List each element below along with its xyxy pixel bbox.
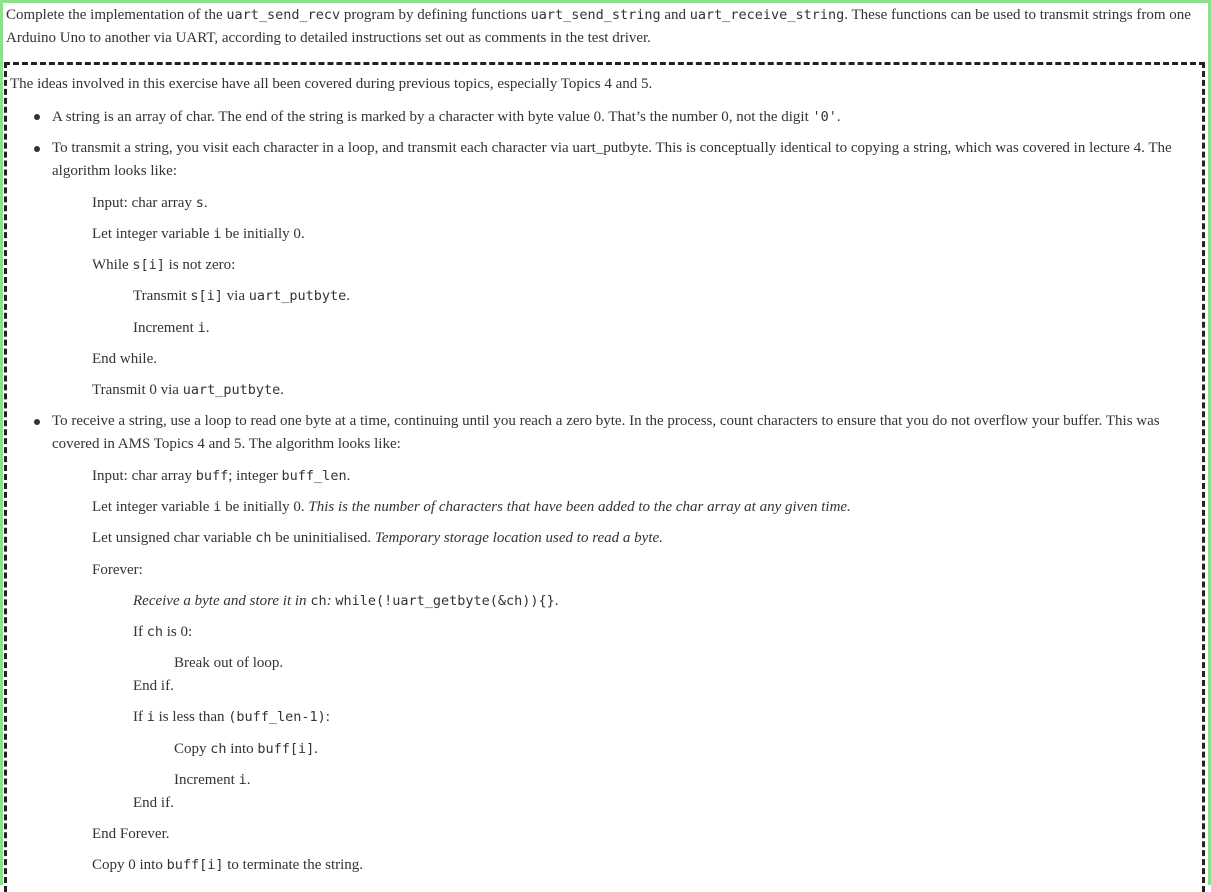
algo-line: Receive a byte and store it in ch: while(!uart_getbyte(&ch)){}. xyxy=(133,593,559,609)
bullet-receive: To receive a string, use a loop to read one byte at a time, continuing until you reach a zero byte. In the process, count characters to ensure that you do not overflow your buffer. This was covered in AMS Topics 4 and 5. The algorithm looks like: xyxy=(52,413,1160,452)
intro-text: program by defining functions xyxy=(340,7,531,23)
intro-text: Complete the implementation of the xyxy=(6,7,227,23)
algo-line: Forever: xyxy=(92,562,143,578)
bullet-icon xyxy=(34,114,40,120)
algo-line: End while. xyxy=(92,351,157,367)
intro-code: uart_receive_string xyxy=(689,7,845,23)
intro-code: uart_send_string xyxy=(530,7,661,23)
hint-heading: The ideas involved in this exercise have all been covered during previous topics, especially Topics 4 and 5. xyxy=(10,76,653,92)
bullet-icon xyxy=(34,419,40,425)
bullet-icon xyxy=(34,146,40,152)
algo-line: Let integer variable i be initially 0. xyxy=(92,226,305,242)
intro-text: . These functions can be used to transmit strings from one Arduino Uno to another via UART, according to detailed instructions set out as comments in the test driver. xyxy=(6,7,1191,46)
algo-line: Let unsigned char variable ch be uninitialised. Temporary storage location used to read a byte. xyxy=(92,530,663,546)
bullet-string-definition: A string is an array of char. The end of the string is marked by a character with byte value 0. That’s the number 0, not the digit '0'. xyxy=(52,109,841,125)
algo-line: Transmit s[i] via uart_putbyte. xyxy=(133,288,351,304)
algo-line: End if. xyxy=(133,795,174,811)
algo-line: End Forever. xyxy=(92,826,170,842)
algo-line: Input: char array buff; integer buff_len. xyxy=(92,468,351,484)
algo-line: End if. xyxy=(133,678,174,694)
task-description xyxy=(6,4,1206,50)
bullet-transmit: To transmit a string, you visit each character in a loop, and transmit each character via uart_putbyte. This is conceptually identical to copying a string, which was covered in lecture 4. The algorithm looks like: xyxy=(52,140,1172,179)
algo-line: Increment i. xyxy=(133,320,210,336)
algo-line: Copy 0 into buff[i] to terminate the string. xyxy=(92,857,364,873)
algo-line: While s[i] is not zero: xyxy=(92,257,236,273)
algo-line: Increment i. xyxy=(174,772,251,788)
algo-line: Break out of loop. xyxy=(174,655,284,671)
intro-text: and xyxy=(660,7,690,23)
algo-line: Input: char array s. xyxy=(92,195,208,211)
algo-line: If i is less than (buff_len-1): xyxy=(133,709,330,725)
algo-line: Transmit 0 via uart_putbyte. xyxy=(92,382,284,398)
intro-code: uart_send_recv xyxy=(226,7,341,23)
algo-line: Copy ch into buff[i]. xyxy=(174,741,319,757)
algo-line: If ch is 0: xyxy=(133,624,193,640)
algo-line: Let integer variable i be initially 0. This is the number of characters that have been added to the char array at any given time. xyxy=(92,499,851,515)
